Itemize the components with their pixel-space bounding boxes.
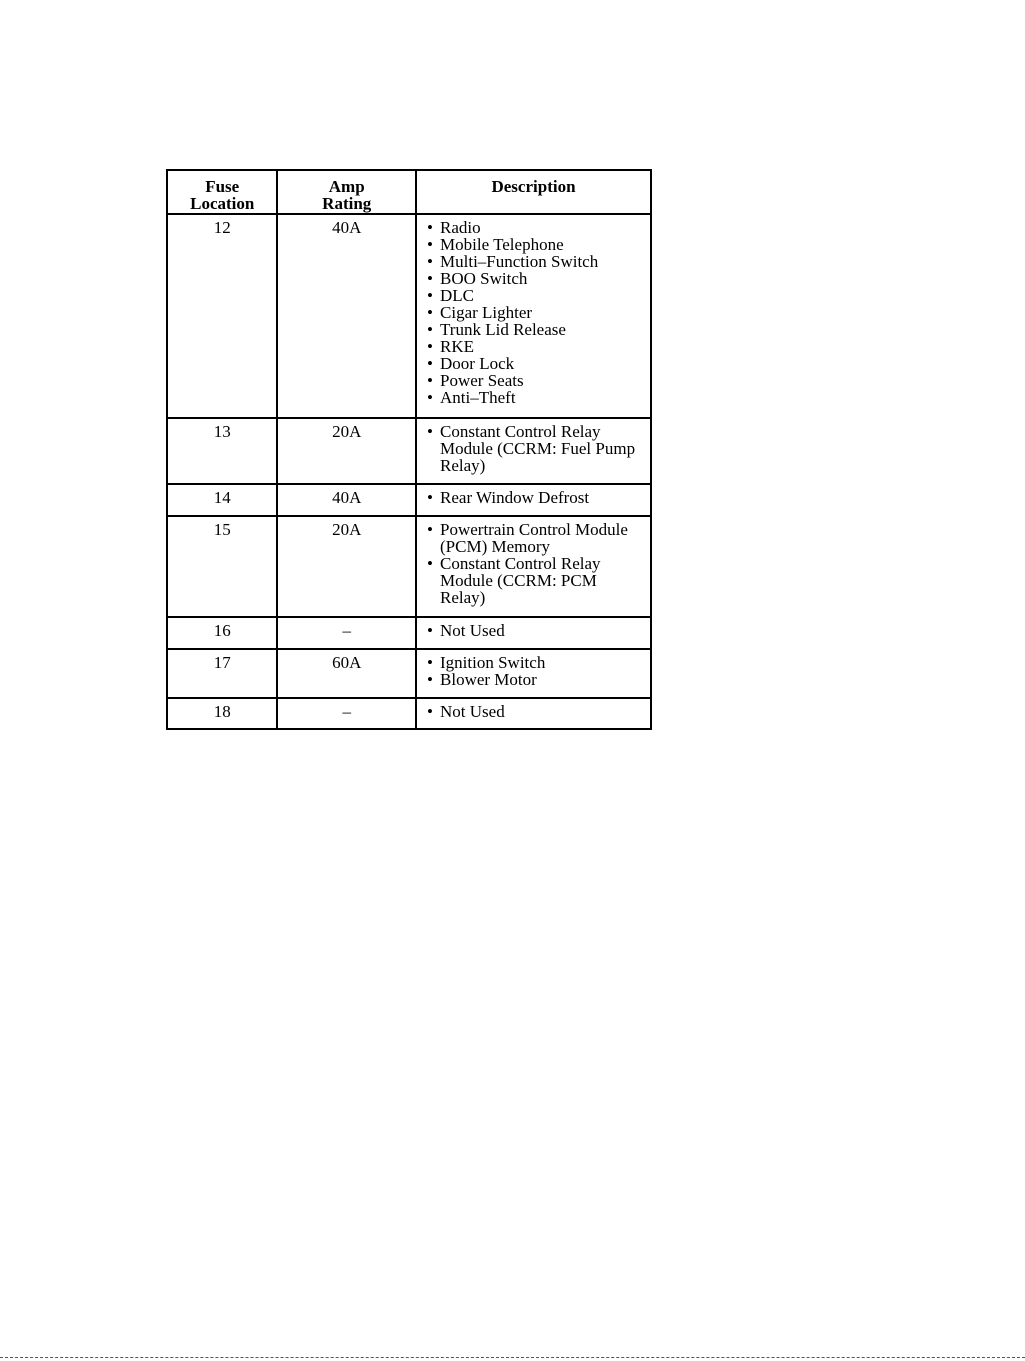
table-row bbox=[167, 214, 651, 418]
header-row bbox=[167, 170, 651, 214]
fuse-location-cell: 16 bbox=[167, 617, 277, 649]
description-cell bbox=[416, 484, 651, 516]
list-item: • BOO Switch bbox=[427, 270, 646, 287]
description-list bbox=[427, 521, 646, 606]
list-item: • Rear Window Defrost bbox=[427, 489, 646, 506]
list-item: • Cigar Lighter bbox=[427, 304, 646, 321]
fuse-location-cell: 17 bbox=[167, 649, 277, 698]
amp-rating-cell: 40A bbox=[277, 484, 416, 516]
description-cell bbox=[416, 418, 651, 484]
amp-rating-cell: 20A bbox=[277, 418, 416, 484]
list-item: • Ignition Switch bbox=[427, 654, 646, 671]
list-item: • RKE bbox=[427, 338, 646, 355]
list-item: • Trunk Lid Release bbox=[427, 321, 646, 338]
list-item: • Door Lock bbox=[427, 355, 646, 372]
description-list bbox=[427, 489, 646, 506]
description-cell bbox=[416, 516, 651, 617]
table-row bbox=[167, 698, 651, 729]
amp-rating-cell: 60A bbox=[277, 649, 416, 698]
list-item: • Mobile Telephone bbox=[427, 236, 646, 253]
description-list bbox=[427, 654, 646, 688]
fuse-location-cell: 18 bbox=[167, 698, 277, 729]
list-item: • Not Used bbox=[427, 703, 646, 720]
list-item: • Blower Motor bbox=[427, 671, 646, 688]
fuse-location-cell: 13 bbox=[167, 418, 277, 484]
list-item: • Constant Control Relay Module (CCRM: PCM Relay) bbox=[427, 555, 646, 606]
fuse-location-cell: 15 bbox=[167, 516, 277, 617]
fuse-location-cell: 14 bbox=[167, 484, 277, 516]
description-cell bbox=[416, 649, 651, 698]
description-list bbox=[427, 219, 646, 406]
amp-rating-cell: – bbox=[277, 698, 416, 729]
header-fuse-location: Fuse Location bbox=[167, 170, 277, 214]
list-item: • Constant Control Relay Module (CCRM: Fuel Pump Relay) bbox=[427, 423, 646, 474]
fuse-table bbox=[166, 169, 652, 730]
description-list bbox=[427, 423, 646, 474]
table-row bbox=[167, 516, 651, 617]
list-item: • Anti–Theft bbox=[427, 389, 646, 406]
list-item: • DLC bbox=[427, 287, 646, 304]
table-row bbox=[167, 617, 651, 649]
description-list bbox=[427, 703, 646, 720]
list-item: • Powertrain Control Module (PCM) Memory bbox=[427, 521, 646, 555]
header-amp-rating: Amp Rating bbox=[277, 170, 416, 214]
fuse-location-cell: 12 bbox=[167, 214, 277, 418]
list-item: • Power Seats bbox=[427, 372, 646, 389]
description-cell bbox=[416, 698, 651, 729]
table-row bbox=[167, 418, 651, 484]
amp-rating-cell: – bbox=[277, 617, 416, 649]
description-cell bbox=[416, 617, 651, 649]
page-edge-divider bbox=[0, 1357, 1025, 1358]
table-row bbox=[167, 649, 651, 698]
list-item: • Radio bbox=[427, 219, 646, 236]
list-item: • Not Used bbox=[427, 622, 646, 639]
description-cell bbox=[416, 214, 651, 418]
header-description: Description bbox=[416, 170, 651, 214]
table-row bbox=[167, 484, 651, 516]
amp-rating-cell: 20A bbox=[277, 516, 416, 617]
amp-rating-cell: 40A bbox=[277, 214, 416, 418]
description-list bbox=[427, 622, 646, 639]
list-item: • Multi–Function Switch bbox=[427, 253, 646, 270]
